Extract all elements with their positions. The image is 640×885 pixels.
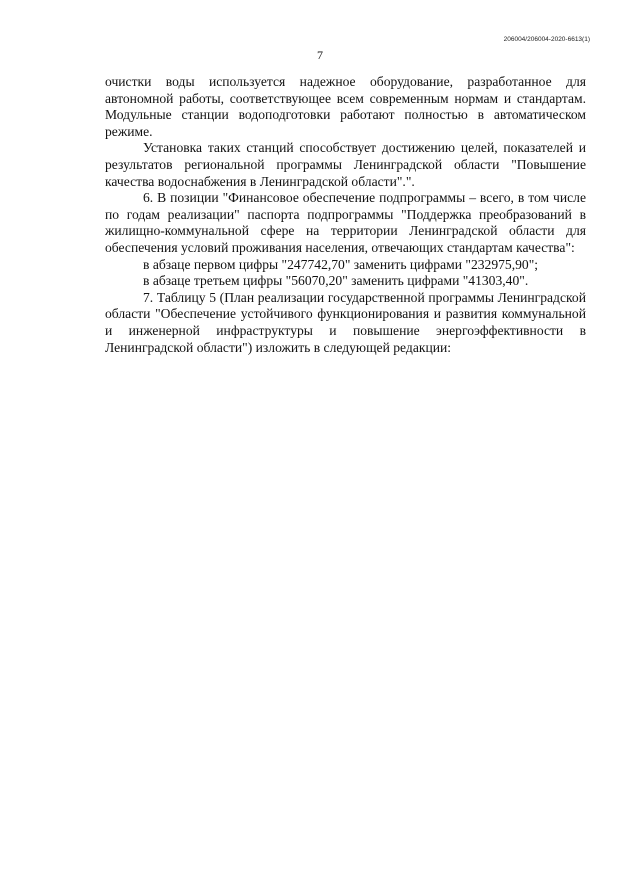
- document-id: 206004/206004-2020-6613(1): [503, 36, 590, 43]
- page-number: 7: [317, 48, 323, 62]
- document-body: [105, 74, 586, 356]
- paragraph-item-7: 7. Таблицу 5 (План реализации государственной программы Ленинградской области "Обеспечение устойчивого функционирования и развития коммунальной и инженерной инфраструктуры и повышение энергоэффективности в Ленинградской области") изложить в следующей редакции:: [105, 289, 586, 355]
- paragraph-item-6-third: в абзаце третьем цифры "56070,20" заменить цифрами "41303,40".: [143, 273, 529, 289]
- paragraph-continuation: очистки воды используется надежное оборудование, разработанное для автономной работы, соответствующее всем современным нормам и стандартам. Модульные станции водоподготовки работают полностью в автоматическом режиме.: [105, 74, 586, 139]
- paragraph-item-6-first: в абзаце первом цифры "247742,70" заменить цифрами "232975,90";: [143, 256, 539, 272]
- paragraph-item-6: 6. В позиции "Финансовое обеспечение подпрограммы – всего, в том числе по годам реализации" паспорта подпрограммы "Поддержка преобразований в жилищно-коммунальной сфере на территории Ленинградской области для обеспечения условий проживания населения, отвечающих стандартам качества":: [105, 190, 586, 255]
- paragraph-stations-goals: Установка таких станций способствует достижению целей, показателей и результатов региональной программы Ленинградской области "Повышение качества водоснабжения в Ленинградской области".".: [105, 140, 586, 189]
